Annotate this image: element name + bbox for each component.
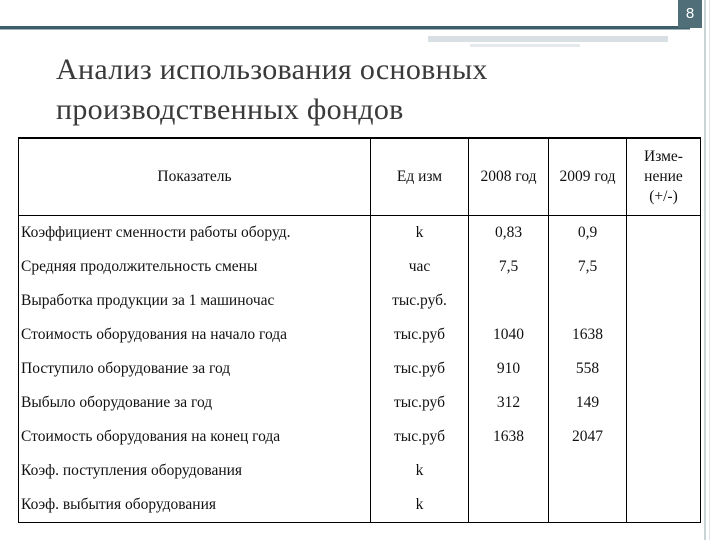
row-name: Выработка продукции за 1 машиночас	[19, 284, 371, 318]
row-name: Поступило оборудование за год	[19, 352, 371, 386]
row-change	[627, 284, 701, 318]
header-rule-light	[0, 29, 690, 30]
header-change-line-2: нение	[644, 168, 683, 185]
decorative-bar	[428, 36, 668, 42]
row-2008: 1638	[469, 420, 549, 454]
header-unit: Ед изм	[371, 138, 469, 216]
table-row	[19, 488, 701, 523]
row-2009	[549, 488, 627, 523]
header-change-line-3: (+/-)	[649, 188, 678, 205]
right-edge-rule-thin	[709, 0, 710, 540]
row-name: Выбыло оборудование за год	[19, 386, 371, 420]
table-row	[19, 284, 701, 318]
row-2008: 312	[469, 386, 549, 420]
row-name: Коэф. выбытия оборудования	[19, 488, 371, 523]
table-row	[19, 318, 701, 352]
table-row	[19, 216, 701, 251]
header-change	[627, 138, 701, 216]
row-2008: 910	[469, 352, 549, 386]
row-name: Коэффициент сменности работы оборуд.	[19, 216, 371, 251]
fixed-assets-table	[18, 137, 701, 523]
row-2008	[469, 488, 549, 523]
row-unit: k	[371, 454, 469, 488]
row-2009: 558	[549, 352, 627, 386]
header-change-line-1: Изме-	[644, 148, 683, 165]
row-2009	[549, 284, 627, 318]
row-2009: 7,5	[549, 250, 627, 284]
header-indicator: Показатель	[19, 138, 371, 216]
row-change	[627, 488, 701, 523]
row-unit: тыс.руб	[371, 318, 469, 352]
row-change	[627, 216, 701, 251]
row-unit: k	[371, 216, 469, 251]
table-row	[19, 386, 701, 420]
row-unit: тыс.руб	[371, 352, 469, 386]
row-2009	[549, 454, 627, 488]
row-change	[627, 318, 701, 352]
header-2008: 2008 год	[469, 138, 549, 216]
row-name: Коэф. поступления оборудования	[19, 454, 371, 488]
row-unit: тыс.руб	[371, 420, 469, 454]
row-change	[627, 386, 701, 420]
row-change	[627, 454, 701, 488]
row-2009: 149	[549, 386, 627, 420]
table-row	[19, 454, 701, 488]
slide-header-band	[0, 0, 720, 26]
header-2009: 2009 год	[549, 138, 627, 216]
decorative-bar-small	[470, 44, 580, 47]
table-row	[19, 250, 701, 284]
table-row	[19, 352, 701, 386]
row-2008: 7,5	[469, 250, 549, 284]
row-unit: k	[371, 488, 469, 523]
slide-title	[56, 50, 656, 130]
row-name: Средняя продолжительность смены	[19, 250, 371, 284]
row-2008: 0,83	[469, 216, 549, 251]
row-2008	[469, 454, 549, 488]
row-2008	[469, 284, 549, 318]
table-row	[19, 420, 701, 454]
row-2009: 0,9	[549, 216, 627, 251]
row-2008: 1040	[469, 318, 549, 352]
right-edge-rule	[704, 0, 706, 540]
row-name: Стоимость оборудования на конец года	[19, 420, 371, 454]
row-unit: тыс.руб.	[371, 284, 469, 318]
table-header-row	[19, 138, 701, 216]
row-unit: тыс.руб	[371, 386, 469, 420]
row-change	[627, 420, 701, 454]
page-number: 8	[678, 0, 702, 28]
row-change	[627, 352, 701, 386]
row-2009: 1638	[549, 318, 627, 352]
row-name: Стоимость оборудования на начало года	[19, 318, 371, 352]
slide-title-line-1: Анализ использования основных	[56, 53, 488, 86]
row-unit: час	[371, 250, 469, 284]
row-2009: 2047	[549, 420, 627, 454]
slide-title-line-2: производственных фондов	[56, 93, 404, 126]
row-change	[627, 250, 701, 284]
